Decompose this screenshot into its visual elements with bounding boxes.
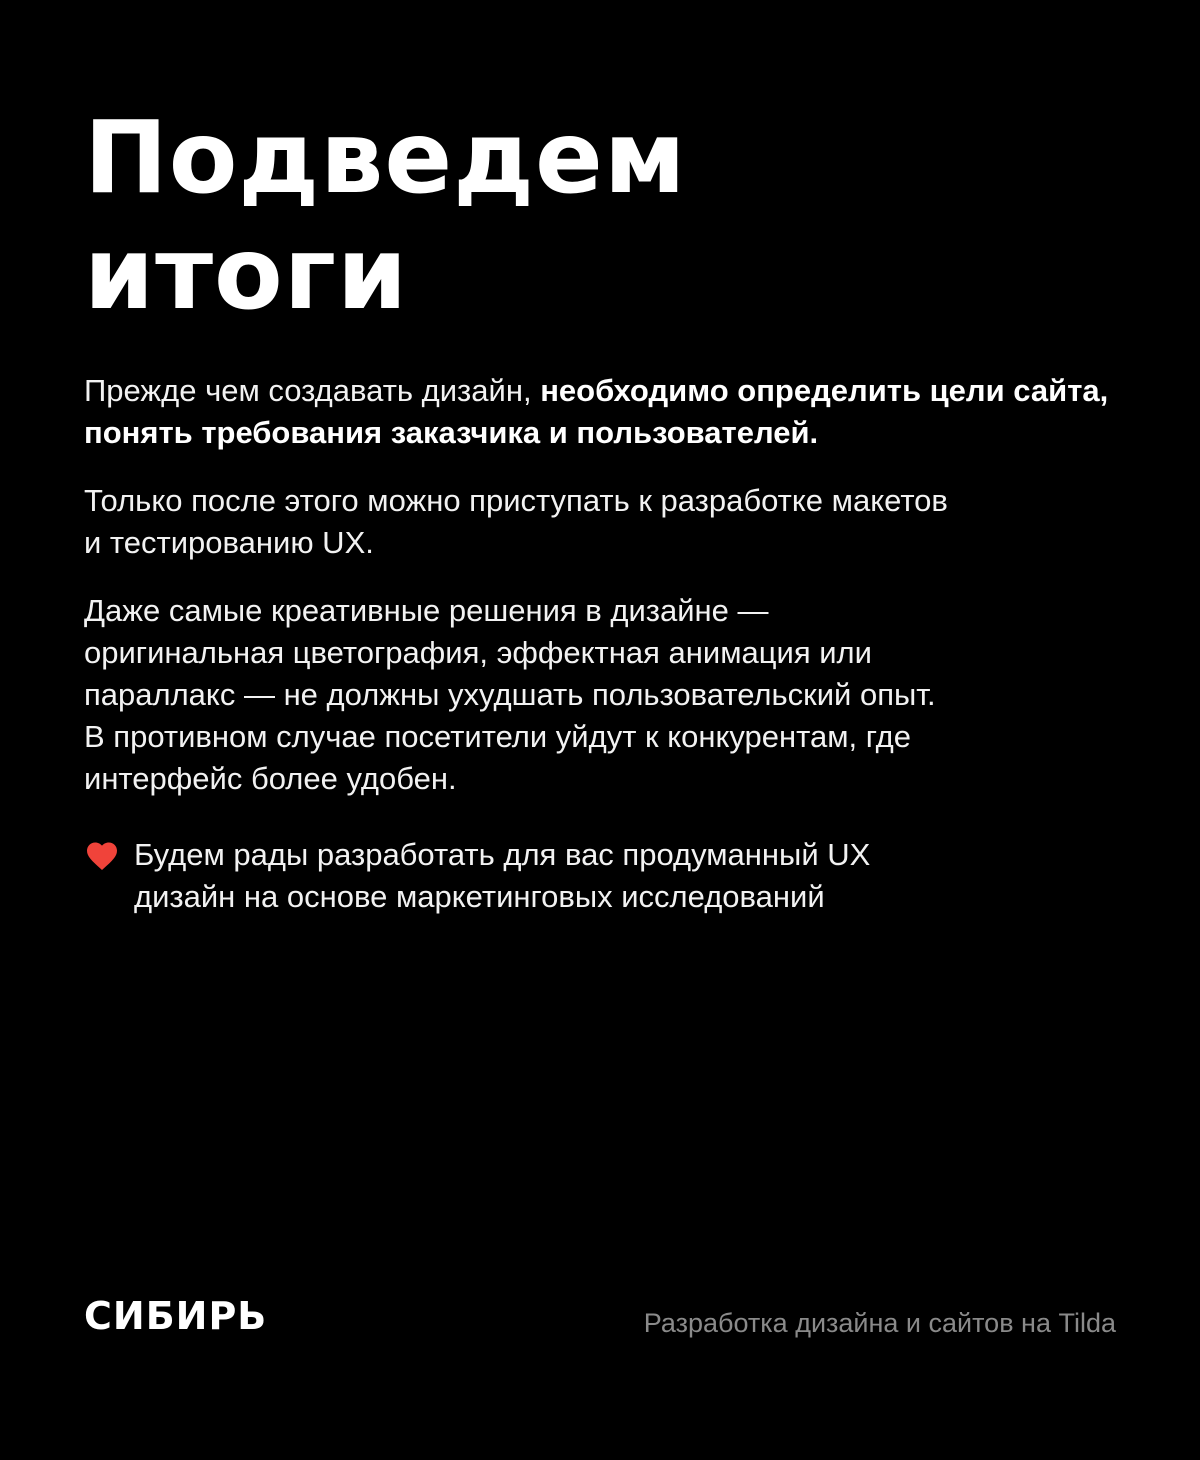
content xyxy=(84,370,1144,918)
paragraph-creative-line-5: интерфейс более удобен. xyxy=(84,761,457,796)
paragraph-creative xyxy=(84,590,1144,800)
note-line-2: дизайн на основе маркетинговых исследований xyxy=(134,879,825,914)
footer-tagline: Разработка дизайна и сайтов на Tilda xyxy=(643,1308,1116,1338)
page-title xyxy=(84,100,687,332)
brand-logo: СИБИРЬ xyxy=(84,1294,268,1338)
paragraph-next-steps-line-1: Только после этого можно приступать к разработке макетов xyxy=(84,483,948,518)
paragraph-creative-line-3: параллакс — не должны ухудшать пользовательский опыт. xyxy=(84,677,936,712)
paragraph-next-steps-line-2: и тестированию UX. xyxy=(84,525,374,560)
paragraph-creative-line-1: Даже самые креативные решения в дизайне — xyxy=(84,593,769,628)
note xyxy=(84,834,1144,918)
paragraph-creative-line-4: В противном случае посетители уйдут к конкурентам, где xyxy=(84,719,912,754)
page-title-line-1: Подведем xyxy=(84,99,687,216)
paragraph-creative-line-2: оригинальная цветография, эффектная анимация или xyxy=(84,635,872,670)
paragraph-next-steps xyxy=(84,480,1144,564)
heart-icon xyxy=(84,838,120,874)
paragraph-goals-text: Прежде чем создавать дизайн, xyxy=(84,373,541,408)
note-text xyxy=(134,834,870,918)
page-title-line-2: итоги xyxy=(84,215,409,332)
paragraph-goals-bold: необходимо определить цели сайта, понять требования заказчика и пользователей. xyxy=(84,373,1109,450)
note-line-1: Будем рады разработать для вас продуманный UX xyxy=(134,837,871,872)
paragraph-goals xyxy=(84,370,1144,454)
